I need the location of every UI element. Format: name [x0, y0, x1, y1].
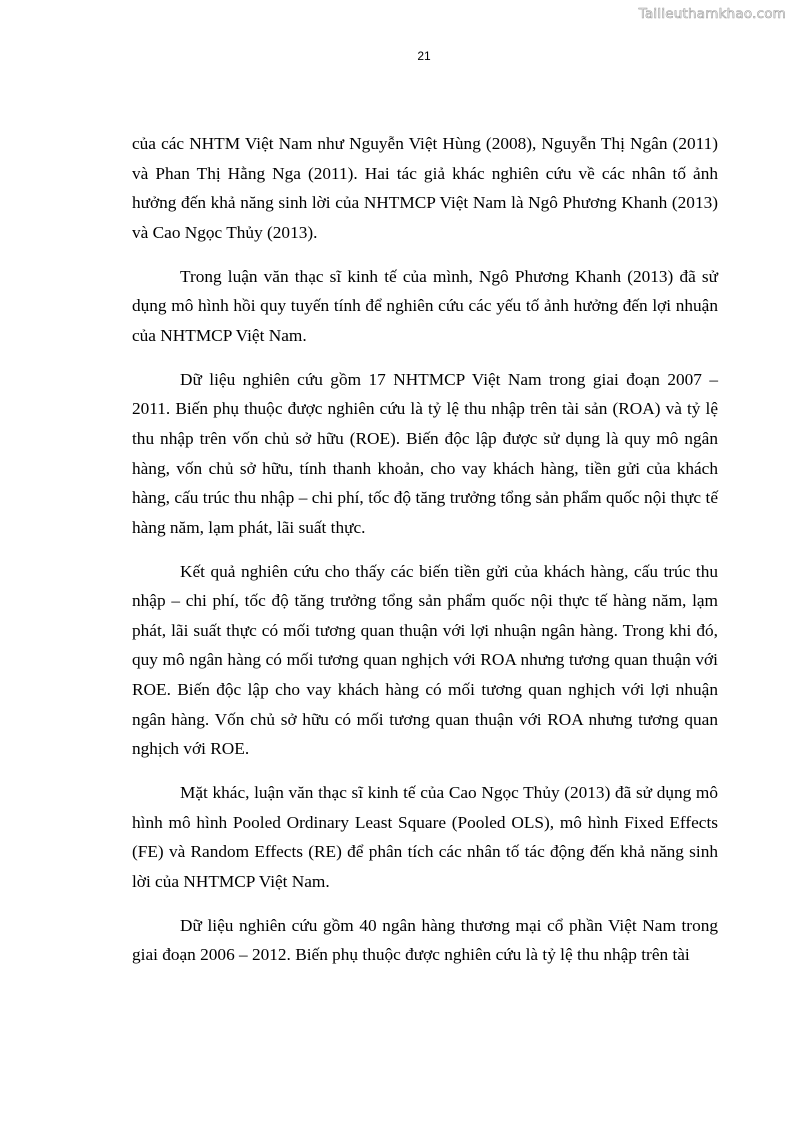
- document-body: [132, 129, 718, 984]
- paragraph-continuation: của các NHTM Việt Nam như Nguyễn Việt Hùng (2008), Nguyễn Thị Ngân (2011) và Phan Thị Hằng Nga (2011). Hai tác giả khác nghiên cứu về các nhân tố ảnh hưởng đến khả năng sinh lời của NHTMCP Việt Nam là Ngô Phương Khanh (2013) và Cao Ngọc Thủy (2013).: [132, 134, 718, 242]
- paragraph: Kết quả nghiên cứu cho thấy các biến tiền gửi của khách hàng, cấu trúc thu nhập – chi phí, tốc độ tăng trưởng tổng sản phẩm quốc nội thực tế hàng năm, lạm phát, lãi suất thực có mối tương quan thuận với lợi nhuận ngân hàng. Trong khi đó, quy mô ngân hàng có mối tương quan nghịch với ROA nhưng tương quan thuận với ROE. Biến độc lập cho vay khách hàng có mối tương quan nghịch với lợi nhuận ngân hàng. Vốn chủ sở hữu có mối tương quan thuận với ROA nhưng tương quan nghịch với ROE.: [132, 561, 718, 759]
- paragraph: Dữ liệu nghiên cứu gồm 40 ngân hàng thương mại cổ phần Việt Nam trong giai đoạn 2006 – 2012. Biến phụ thuộc được nghiên cứu là tỷ lệ thu nhập trên tài: [132, 915, 718, 965]
- paragraph: Mặt khác, luận văn thạc sĩ kinh tế của Cao Ngọc Thủy (2013) đã sử dụng mô hình mô hình Pooled Ordinary Least Square (Pooled OLS), mô hình Fixed Effects (FE) và Random Effects (RE) để phân tích các nhân tố tác động đến khả năng sinh lời của NHTMCP Việt Nam.: [132, 783, 718, 891]
- paragraph: Trong luận văn thạc sĩ kinh tế của mình, Ngô Phương Khanh (2013) đã sử dụng mô hình hồi quy tuyến tính để nghiên cứu các yếu tố ảnh hưởng đến lợi nhuận của NHTMCP Việt Nam.: [132, 266, 718, 345]
- paragraph: Dữ liệu nghiên cứu gồm 17 NHTMCP Việt Nam trong giai đoạn 2007 – 2011. Biến phụ thuộc được nghiên cứu là tỷ lệ thu nhập trên tài sản (ROA) và tỷ lệ thu nhập trên vốn chủ sở hữu (ROE). Biến độc lập được sử dụng là quy mô ngân hàng, vốn chủ sở hữu, tính thanh khoản, cho vay khách hàng, tiền gửi của khách hàng, cấu trúc thu nhập – chi phí, tốc độ tăng trưởng tổng sản phẩm quốc nội thực tế hàng năm, lạm phát, lãi suất thực.: [132, 369, 718, 537]
- watermark: Tailieuthamkhao.com: [638, 6, 786, 22]
- page-number: 21: [417, 49, 431, 63]
